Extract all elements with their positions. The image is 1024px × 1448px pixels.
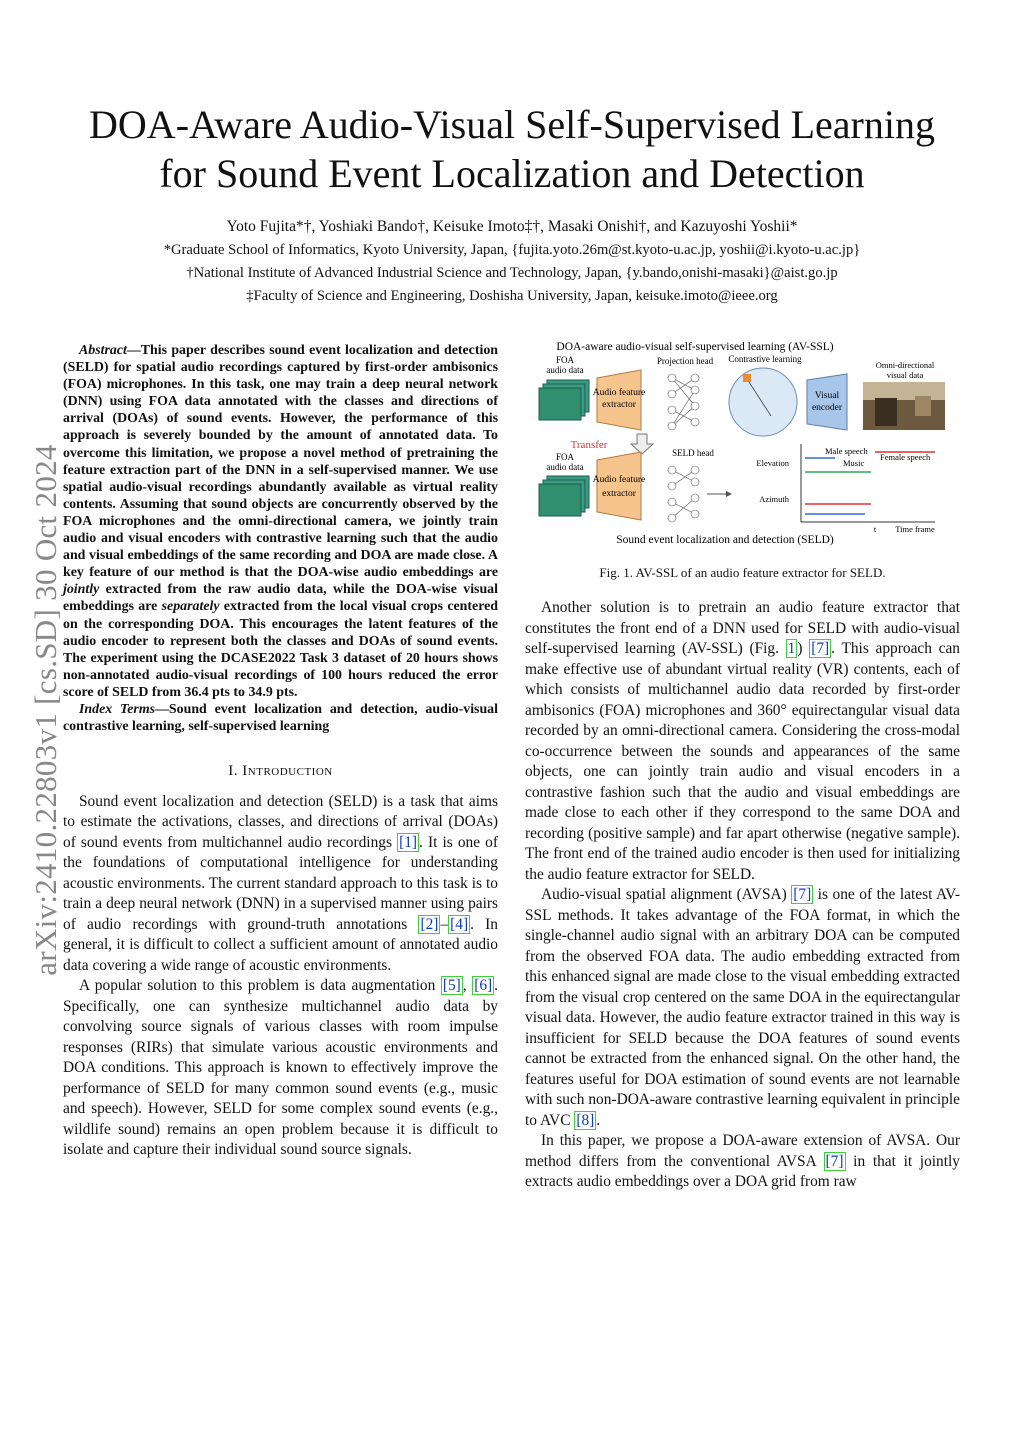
fig-male-speech: Male speech [825, 446, 868, 456]
citation-8[interactable]: [8] [576, 1111, 595, 1129]
abstract [63, 342, 498, 735]
abstract-em-jointly: jointly [63, 582, 100, 598]
right-p2-text-c: . [596, 1111, 601, 1129]
figure-1-caption: Fig. 1. AV-SSL of an audio feature extractor for SELD. [599, 565, 886, 580]
title-line-2: for Sound Event Localization and Detection [159, 151, 865, 196]
right-p1-text-c: . This approach can make effective use of abundant virtual reality (VR) contents, each of which consists of multichannel audio data recorded by first-order ambisonics (FOA) microphones and 360° equirectangular visual data recorded by an omni-directional camera. Considering the cross-modal co-occurrence between the sounds and appearances of the same objects, one can jointly train audio and visual encoders in a contrastive fashion such that the audio and visual embeddings are made close to each other if they correspond to the same DOA and recording (positive sample) and far apart otherwise (negative sample). The front end of the trained audio encoder is then used for initializing the audio feature extractor for SELD. [525, 640, 960, 883]
fig-foa-label-bottom: FOA [555, 452, 575, 462]
fig-visual-data-label: visual data [886, 370, 924, 380]
audio-extractor-bottom-shape [597, 452, 641, 520]
citation-7[interactable]: [7] [811, 640, 830, 657]
affiliation-aist: †National Institute of Advanced Industrial Science and Technology, Japan, {y.bando,onishi-masaki}@aist.go.jp [186, 265, 838, 281]
fig-transfer-label: Transfer [570, 439, 608, 451]
fig-female-speech: Female speech [880, 452, 931, 462]
seld-head-network [668, 466, 699, 522]
fig-t-label: t [873, 524, 877, 534]
fig-contrastive-learning: Contrastive learning [728, 354, 802, 364]
abstract-em-separately: separately [161, 599, 220, 615]
index-terms-text: —Sound event localization and detection, audio-visual contrastive learning, self-supervised learning [63, 701, 498, 735]
fig-visual: Visual [814, 391, 840, 401]
intro-p2-text-b: . Specifically, one can synthesize multichannel audio data by convolving source signals of various classes with room impulse responses (RIRs) that simulate various acoustic environments and DOA conditions. This approach is known to effectively improve the performance of SELD for many common sound events (e.g., music and speech). However, SELD for some complex sound events (e.g., wildlife sound) remains an open problem because it is difficult to isolate and capture their individual sound source signals. [63, 977, 498, 1159]
citation-7-second[interactable]: [7] [793, 886, 812, 903]
audio-embedding-point [743, 374, 751, 382]
affiliation-doshisha: ‡Faculty of Science and Engineering, Doshisha University, Japan, keisuke.imoto@ieee.org [246, 288, 778, 304]
figure-1-diagram [535, 338, 949, 550]
citation-range-dash: – [440, 915, 449, 933]
citation-6[interactable]: [6] [474, 977, 493, 995]
section-number: I. [228, 763, 239, 780]
citation-5[interactable]: [5] [442, 977, 461, 995]
intro-paragraph-2 [63, 976, 498, 1161]
affiliation-kyoto: *Graduate School of Informatics, Kyoto University, Japan, {fujita.yoto.26m@st.kyoto-u.ac.jp, yoshii@i.kyoto-u.ac.jp} [163, 242, 861, 258]
intro-p1-text-b: . It is one of the foundations of computational intelligence for understanding acoustic environments. The current standard approach to this task is to train a deep neural network (DNN) in a supervised manner using pairs of audio recordings with ground-truth annotations [63, 833, 498, 933]
right-paragraph-1 [525, 598, 960, 885]
title-line-1: DOA-Aware Audio-Visual Self-Supervised Learning [89, 102, 935, 147]
abstract-text: —This paper describes sound event localization and detection (SELD) for spatial audio recordings captured by first-order ambisonics (FOA) microphones. In this task, one may train a deep neural network (DNN) using FOA data annotated with the classes and directions of arrival (DOAs) of sound events. However, the performance of this approach is severely bounded by the amount of annotated data. To overcome this limitation, we propose a novel method of pretraining the feature extraction part of the DNN in a self-supervised manner. We use spatial audio-visual recordings abundantly available as virtual reality contents. Assuming that sound objects are concurrently observed by the FOA microphones and the omni-directional camera, we jointly train audio and visual encoders with contrastive learning such that the audio and visual embeddings of the same recording and DOA are made close. A key feature of our method is that the DOA-wise audio embeddings are [63, 343, 498, 581]
fig-omni-label: Omni-directional [875, 360, 935, 370]
projection-head-network [668, 374, 699, 430]
fig-bottom-title: Sound event localization and detection (SELD) [616, 534, 834, 546]
index-terms-label: Index Terms [79, 701, 156, 717]
section-heading-intro [63, 761, 498, 782]
fig-foa-label-top: FOA [555, 355, 575, 365]
embedding-sphere [729, 368, 797, 436]
fig-extractor-bottom: extractor [602, 489, 636, 499]
intro-p1-text-a: Sound event localization and detection (SELD) is a task that aims to estimate the activations, classes, and directions of arrival (DOAs) of sound events from multichannel audio recordings [63, 792, 498, 851]
fig-seld-head: SELD head [672, 448, 714, 458]
author-list: Yoto Fujita*†, Yoshiaki Bando†, Keisuke Imoto‡†, Masaki Onishi†, and Kazuyoshi Yoshii* [226, 218, 798, 235]
intro-p1-text-c: . In general, it is difficult to collect a sufficient amount of annotated audio data covering a wide range of acoustic environments. [63, 915, 498, 974]
fig-top-title: DOA-aware audio-visual self-supervised learning (AV-SSL) [556, 341, 834, 353]
right-paragraph-2 [525, 885, 960, 1131]
fig-audio-feature-top: Audio feature [592, 388, 646, 398]
intro-p2-text-a: A popular solution to this problem is data augmentation [79, 977, 441, 995]
arxiv-watermark: arXiv:2410.22803v1 [cs.SD] 30 Oct 2024 [28, 444, 63, 976]
left-column [63, 342, 498, 1161]
visual-encoder-shape [807, 374, 847, 430]
spectrogram-stack-bottom [539, 476, 589, 516]
fig-projection-head: Projection head [656, 356, 714, 366]
right-p1-text-b: ) [797, 640, 810, 657]
equirectangular-image [863, 382, 945, 430]
abstract-label: Abstract [79, 343, 127, 358]
right-p1-text-a: Another solution is to pretrain an audio feature extractor that constitutes the front end of a DNN used for SELD with audio-visual self-supervised learning (AV-SSL) (Fig. [525, 599, 960, 657]
citation-1[interactable]: [1] [399, 833, 418, 851]
citation-7-third[interactable]: [7] [825, 1152, 844, 1170]
fig-azimuth: Azimuth [759, 494, 789, 504]
fig-audio-feature-bottom: Audio feature [592, 475, 646, 485]
abstract-text-3: extracted from the local visual crops centered on the corresponding DOA. This encourages the latent features of the audio encoder to represent both the classes and DOAs of sound events. The experiment using the DCASE2022 Task 3 dataset of 20 hours shows non-annotated audio-visual recordings of 100 hours reduced the error score of SELD from 36.4 pts to 34.9 pts. [63, 599, 499, 700]
fig-audio-data-label-top: audio data [546, 365, 584, 375]
citation-2[interactable]: [2] [420, 915, 439, 933]
fig-elevation: Elevation [756, 458, 789, 468]
abstract-text-2: extracted from the raw audio data, while the DOA-wise visual embeddings are [63, 582, 498, 615]
fig-audio-data-label-bottom: audio data [546, 462, 584, 472]
right-paragraph-3 [525, 1131, 960, 1193]
right-column [525, 598, 960, 1193]
section-title: Introduction [242, 763, 333, 780]
spectrogram-stack-top [539, 380, 589, 420]
transfer-arrow-icon [631, 434, 653, 454]
figure-ref-1[interactable]: 1 [787, 640, 796, 657]
right-p2-text-b: is one of the latest AV-SSL methods. It takes advantage of the FOA format, in which the single-channel audio signal with an arbitrary DOA can be computed from the observed FOA data. The audio embedding extracted from this enhanced signal are made close to the visual embedding extracted from the visual crop centered on the same DOA in the equirectangular visual data. However, the audio feature extractor trained in this way is insufficient for SELD because the DOA features of sound events cannot be extracted from the enhanced signal. On the other hand, the features useful for DOA estimation of sound events are not learnable with such non-DOA-aware contrastive learning equivalent in principle to AVC [525, 886, 960, 1129]
right-p2-text-a: Audio-visual spatial alignment (AVSA) [541, 886, 792, 903]
intro-paragraph-1 [63, 792, 498, 977]
intro-p2-comma: , [462, 977, 473, 995]
fig-music: Music [843, 458, 865, 468]
paper-title [40, 100, 984, 198]
fig-extractor-top: extractor [602, 400, 636, 410]
right-p3-text-a: In this paper, we propose a DOA-aware extension of AVSA. Our method differs from the conventional AVSA [525, 1132, 960, 1170]
right-p3-text-b: in that it jointly extracts audio embeddings over a DOA grid from raw [525, 1152, 960, 1190]
fig-time-frame: Time frame [895, 524, 935, 534]
citation-4[interactable]: [4] [450, 915, 469, 933]
fig-encoder: encoder [811, 403, 843, 413]
